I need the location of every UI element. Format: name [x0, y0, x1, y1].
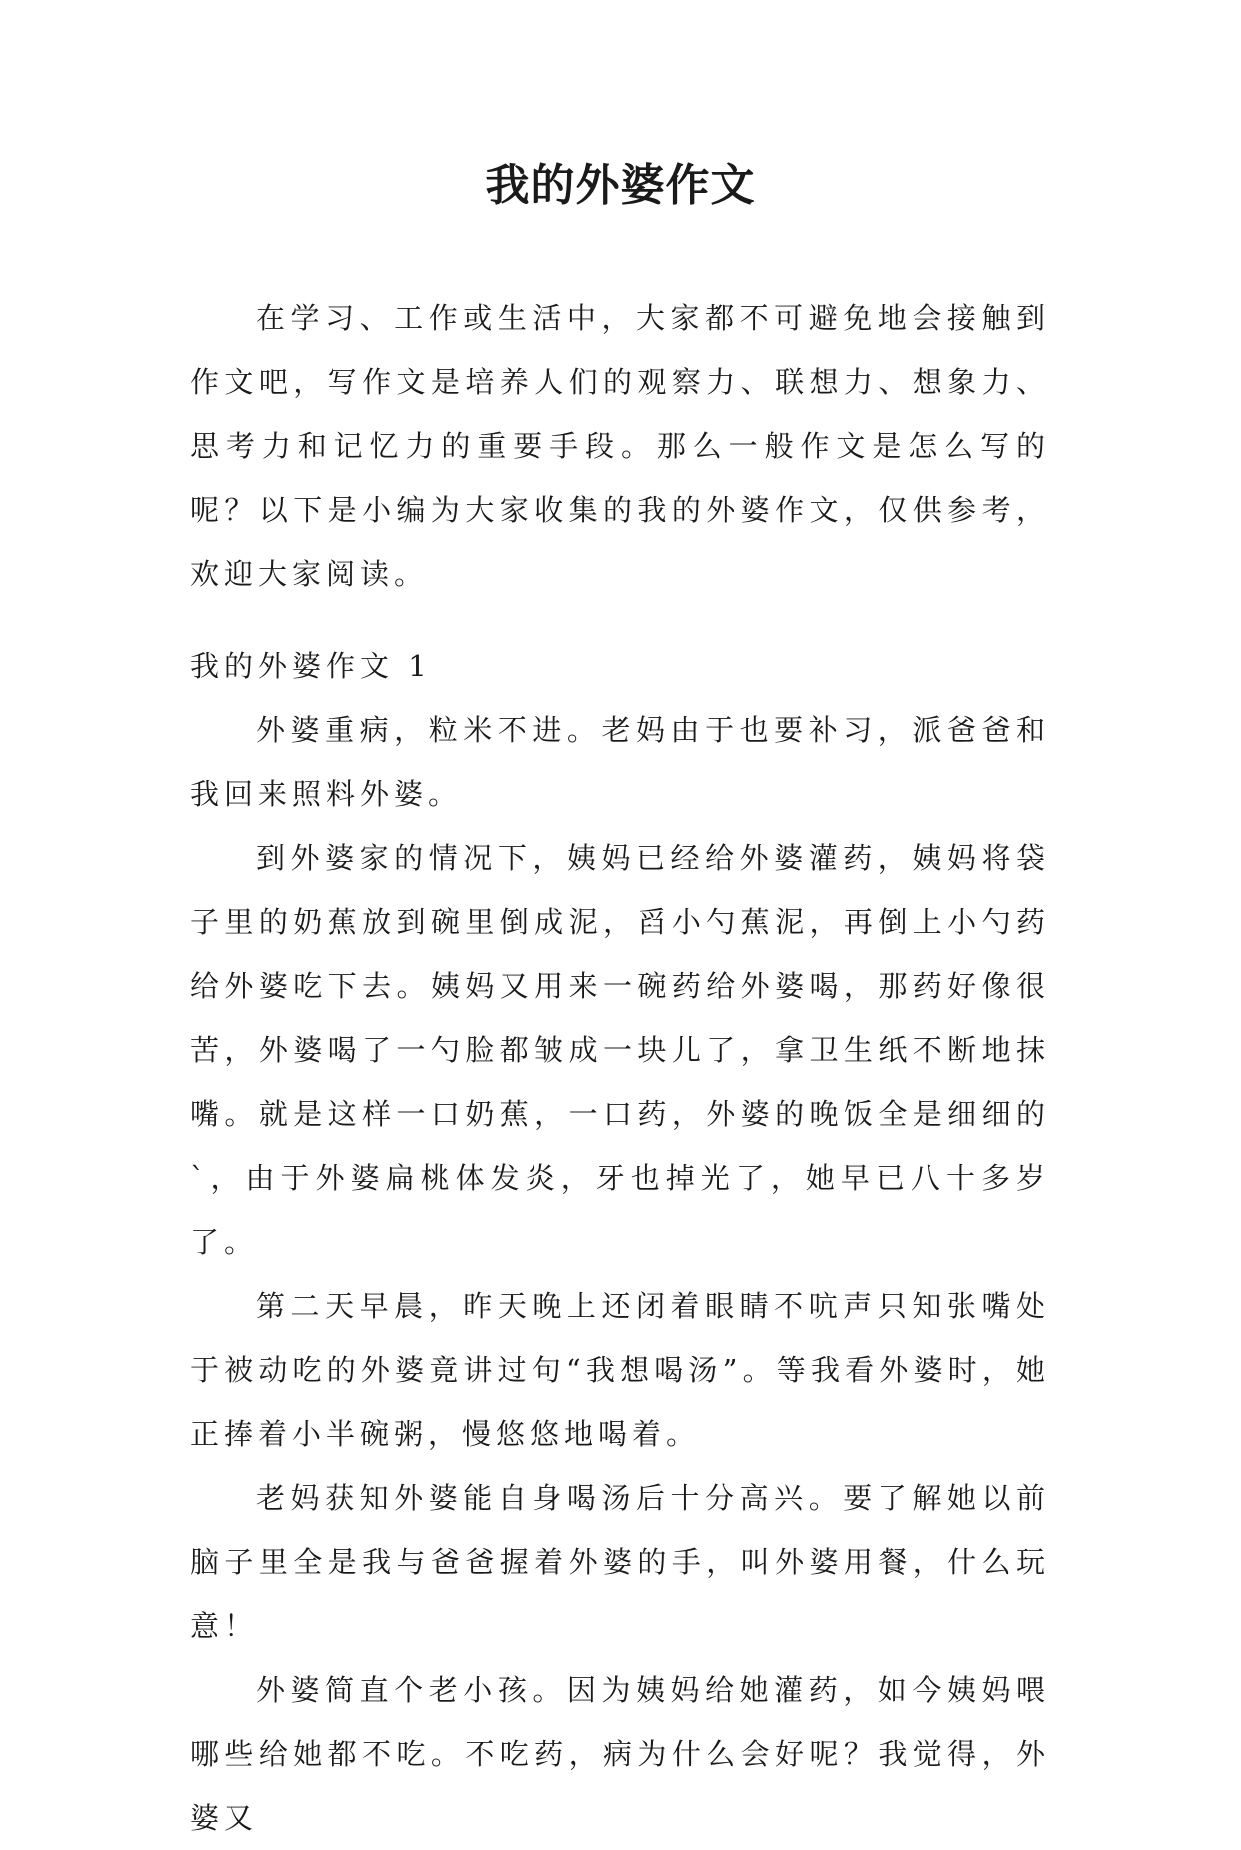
story-paragraph: 第二天早晨，昨天晚上还闭着眼睛不吭声只知张嘴处于被动吃的外婆竟讲过句“我想喝汤”。等我看外婆时，她正捧着小半碗粥，慢悠悠地喝着。 — [190, 1289, 1050, 1451]
story-paragraph: 老妈获知外婆能自身喝汤后十分高兴。要了解她以前脑子里全是我与爸爸握着外婆的手，叫外婆用餐，什么玩意！ — [190, 1481, 1050, 1643]
section-heading: 我的外婆作文 1 — [190, 649, 432, 683]
story-paragraph: 外婆简直个老小孩。因为姨妈给她灌药，如今姨妈喂哪些给她都不吃。不吃药，病为什么会好呢？我觉得，外婆又 — [190, 1673, 1050, 1835]
story-paragraph: 到外婆家的情况下，姨妈已经给外婆灌药，姨妈将袋子里的奶蕉放到碗里倒成泥，舀小勺蕉泥，再倒上小勺药给外婆吃下去。姨妈又用来一碗药给外婆喝，那药好像很苦，外婆喝了一勺脸都皱成一块儿了，拿卫生纸不断地抹嘴。就是这样一口奶蕉，一口药，外婆的晚饭全是细细的`，由于外婆扁桃体发炎，牙也掉光了，她早已八十多岁了。 — [190, 841, 1050, 1259]
story-paragraph: 外婆重病，粒米不进。老妈由于也要补习，派爸爸和我回来照料外婆。 — [190, 713, 1050, 811]
story-body — [190, 698, 1050, 1850]
intro-paragraph: 在学习、工作或生活中，大家都不可避免地会接触到作文吧，写作文是培养人们的观察力、联想力、想象力、思考力和记忆力的重要手段。那么一般作文是怎么写的呢？以下是小编为大家收集的我的外婆作文，仅供参考，欢迎大家阅读。 — [190, 301, 1050, 591]
document-title: 我的外婆作文 — [485, 160, 756, 211]
